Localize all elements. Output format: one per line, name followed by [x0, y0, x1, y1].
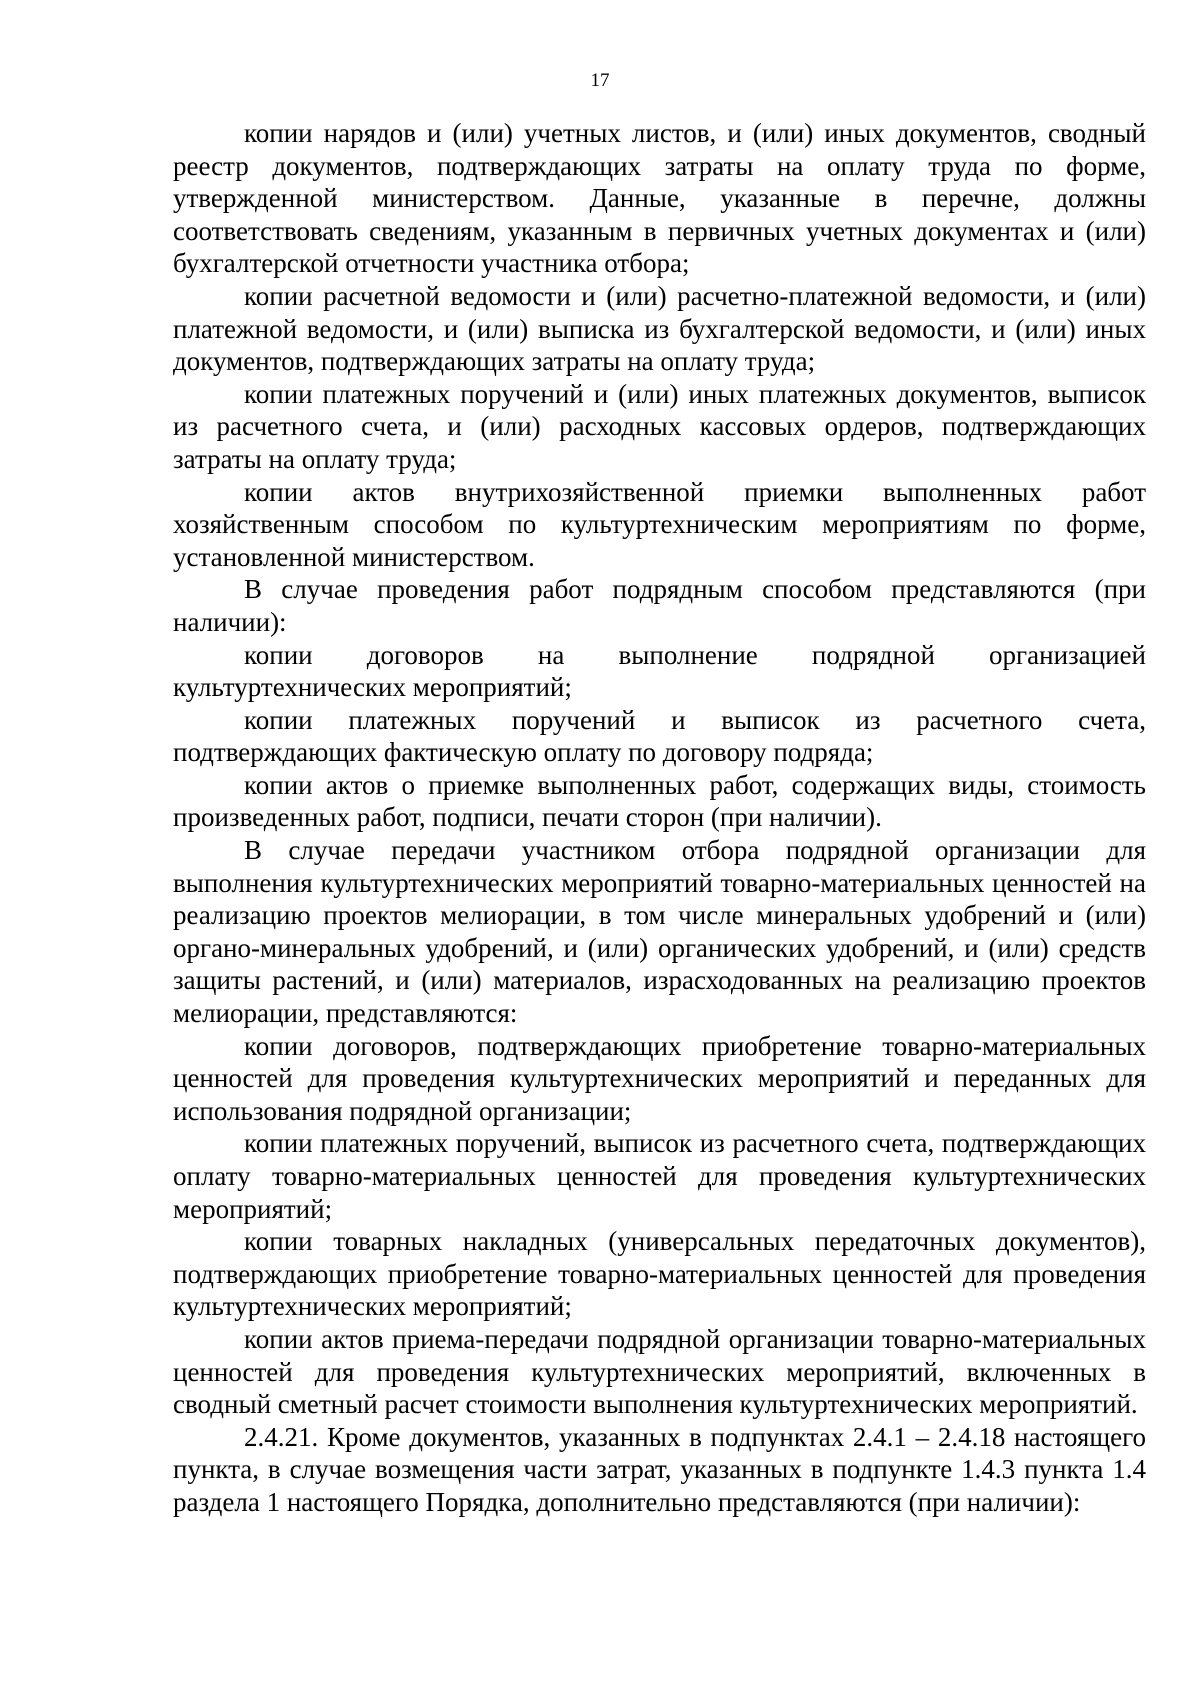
paragraph: копии платежных поручений и (или) иных платежных документов, выписок из расчетного счета, и (или) расходных кассовых ордеров, подтверждающих затраты на оплату труда; [173, 378, 1146, 474]
paragraph: В случае проведения работ подрядным способом представляются (при наличии): [173, 574, 1146, 637]
page-number: 17 [590, 70, 610, 91]
document-body [173, 117, 1146, 1519]
paragraph: копии договоров, подтверждающих приобретение товарно-материальных ценностей для проведения культуртехнических мероприятий и переданных для использования подрядной организации; [173, 1030, 1146, 1126]
paragraph: копии расчетной ведомости и (или) расчетно-платежной ведомости, и (или) платежной ведомости, и (или) выписка из бухгалтерской ведомости, и (или) иных документов, подтверждающих затраты на оплату труда; [173, 280, 1146, 377]
paragraph: копии актов внутрихозяйственной приемки выполненных работ хозяйственным способом по культуртехническим мероприятиям по форме, установленной министерством. [173, 476, 1146, 572]
paragraph: 2.4.21. Кроме документов, указанных в подпунктах 2.4.1 – 2.4.18 настоящего пункта, в случае возмещения части затрат, указанных в подпункте 1.4.3 пункта 1.4 раздела 1 настоящего Порядка, дополнительно представляются (при наличии): [173, 1421, 1146, 1517]
paragraph: копии договоров на выполнение подрядной организацией культуртехнических мероприятий; [173, 639, 1146, 703]
paragraph: В случае передачи участником отбора подрядной организации для выполнения культуртехнических мероприятий товарно-материальных ценностей на реализацию проектов мелиорации, в том числе минеральных удобрений и (или) органо-минеральных удобрений, и (или) органических удобрений, и (или) средств защиты растений, и (или) материалов, израсходованных на реализацию проектов мелиорации, представляются: [173, 835, 1146, 1029]
paragraph: копии платежных поручений и выписок из расчетного счета, подтверждающих фактическую оплату по договору подряда; [173, 704, 1146, 768]
paragraph: копии товарных накладных (универсальных передаточных документов), подтверждающих приобретение товарно-материальных ценностей для проведения культуртехнических мероприятий; [173, 1226, 1146, 1322]
paragraph: копии нарядов и (или) учетных листов, и (или) иных документов, сводный реестр документов, подтверждающих затраты на оплату труда по форме, утвержденной министерством. Данные, указанные в перечне, должны соответствовать сведениям, указанным в первичных учетных документах и (или) бухгалтерской отчетности участника отбора; [173, 118, 1146, 279]
paragraph: копии актов приема-передачи подрядной организации товарно-материальных ценностей для проведения культуртехнических мероприятий, включенных в сводный сметный расчет стоимости выполнения культуртехнических мероприятий. [173, 1323, 1146, 1420]
paragraph: копии платежных поручений, выписок из расчетного счета, подтверждающих оплату товарно-материальных ценностей для проведения культуртехнических мероприятий; [173, 1128, 1146, 1224]
paragraph: копии актов о приемке выполненных работ, содержащих виды, стоимость произведенных работ, подписи, печати сторон (при наличии). [173, 769, 1146, 833]
